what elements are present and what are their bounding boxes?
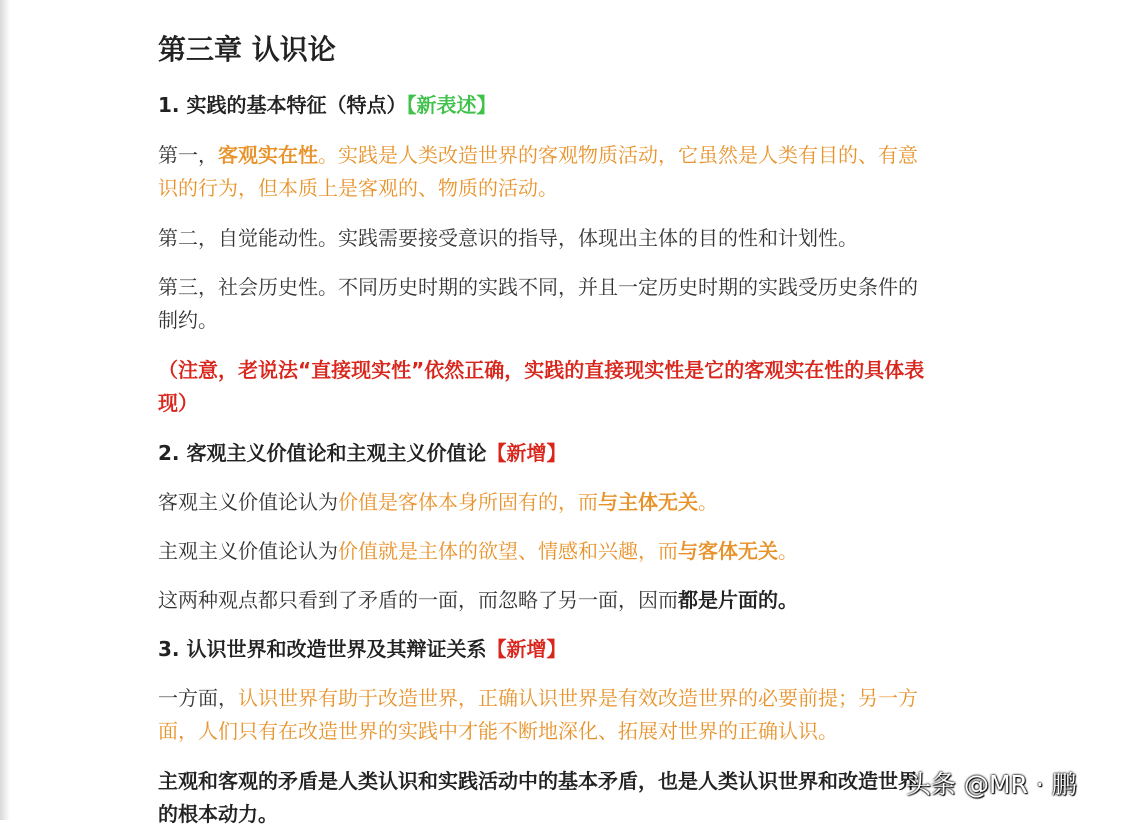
paragraph-first-cont: 识的行为，但本质上是客观的、物质的活动。: [158, 176, 558, 200]
paragraph-text: 这两种观点都只看到了矛盾的一面，而忽略了另一面，因而: [158, 588, 678, 612]
paragraph-prefix: 第一，: [158, 143, 218, 167]
section-1-heading: [158, 89, 978, 122]
key-term: 与客体无关: [678, 539, 778, 563]
paragraph-objective-value: [158, 486, 978, 519]
paragraph-basic-contradiction-cont: 的根本动力。: [158, 802, 278, 826]
left-edge-shadow: [0, 0, 10, 820]
paragraph-third: 第三，社会历史性。不同历史时期的实践不同，并且一定历史时期的实践受历史条件的: [158, 275, 918, 299]
section-heading-text: 2. 客观主义价值论和主观主义价值论: [158, 441, 487, 465]
paragraph-subjective-value: [158, 535, 978, 568]
paragraph-third-cont: 制约。: [158, 308, 218, 332]
highlight-text: 认识世界有助于改造世界，正确认识世界是有效改造世界的必要前提；另一方: [238, 686, 918, 710]
paragraph-conclusion: [158, 584, 978, 617]
paragraph-dialectic-cont: 面，人们只有在改造世界的实践中才能不断地深化、拓展对世界的正确认识。: [158, 719, 838, 743]
paragraph-prefix: 主观主义价值论认为: [158, 539, 338, 563]
section-heading-text: 3. 认识世界和改造世界及其辩证关系: [158, 637, 487, 661]
paragraph-second: 第二，自觉能动性。实践需要接受意识的指导，体现出主体的目的性和计划性。: [158, 226, 858, 250]
paragraph-basic-contradiction: 主观和客观的矛盾是人类认识和实践活动中的基本矛盾，也是人类认识世界和改造世界: [158, 769, 918, 793]
new-added-tag: 【新增】: [486, 441, 567, 465]
note-paragraph: （注意，老说法“直接现实性”依然正确，实践的直接现实性是它的客观实在性的具体表: [158, 358, 925, 382]
chapter-title: 第三章 认识论: [158, 33, 336, 66]
highlight-text: 价值是客体本身所固有的，而: [338, 490, 598, 514]
note-paragraph-cont: 现）: [158, 391, 198, 415]
highlight-text: 价值就是主体的欲望、情感和兴趣，而: [338, 539, 678, 563]
section-3-heading: [158, 633, 978, 666]
key-term: 与主体无关: [598, 490, 698, 514]
new-expression-tag: 【新表述】: [406, 93, 497, 117]
period: 。: [778, 539, 798, 563]
paragraph-prefix: 客观主义价值论认为: [158, 490, 338, 514]
section-2-heading: [158, 437, 978, 470]
paragraph-prefix: 一方面，: [158, 686, 238, 710]
new-added-tag: 【新增】: [486, 637, 567, 661]
paragraph-first: [158, 139, 978, 172]
highlight-text: 。实践是人类改造世界的客观物质活动，它虽然是人类有目的、有意: [318, 143, 918, 167]
section-heading-text: 1. 实践的基本特征（特点）: [158, 93, 407, 117]
watermark: 头条 @MR · 鹏: [906, 770, 1077, 799]
period: 。: [698, 490, 718, 514]
key-term: 客观实在性: [218, 143, 318, 167]
key-term: 都是片面的。: [678, 588, 798, 612]
paragraph-dialectic: [158, 682, 978, 715]
